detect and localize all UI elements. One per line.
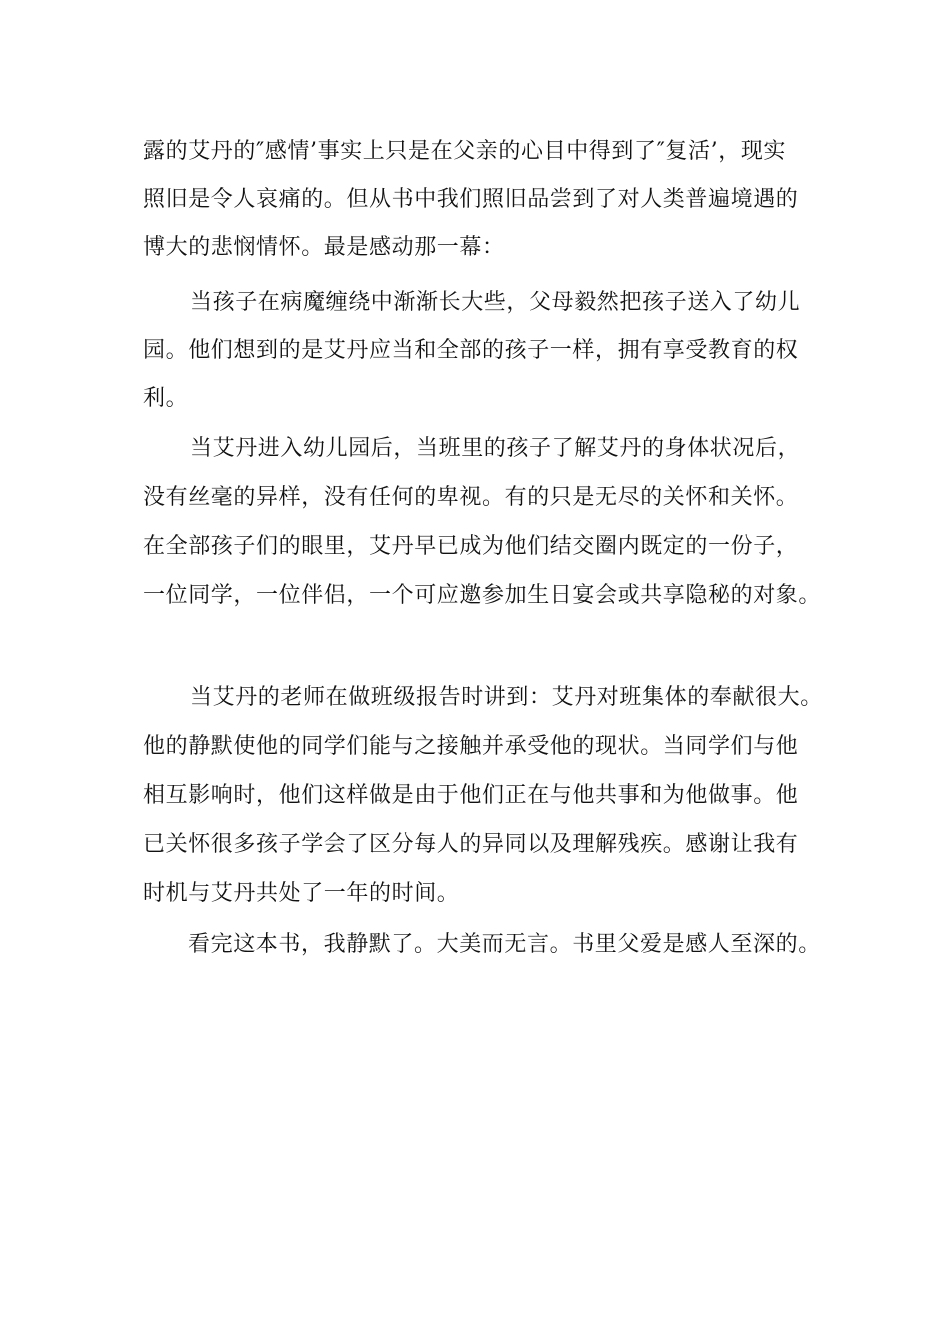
text-line: 在全部孩子们的眼里，艾丹早已成为他们结交圈内既定的一份子， — [143, 534, 799, 559]
text-line: 博大的悲悯情怀。最是感动那一幕： — [143, 235, 505, 260]
text-line: 看完这本书，我静默了。大美而无言。书里父爱是感人至深的。 — [188, 932, 821, 957]
text-line: 当孩子在病魔缠绕中渐渐长大些，父母毅然把孩子送入了幼儿 — [190, 290, 801, 315]
text-line: 园。他们想到的是艾丹应当和全部的孩子一样，拥有享受教育的权 — [143, 338, 799, 363]
text-line: 当艾丹进入幼儿园后，当班里的孩子了解艾丹的身体状况后， — [190, 436, 801, 461]
text-line: 他的静默使他的同学们能与之接触并承受他的现状。当同学们与他 — [143, 734, 799, 759]
text-line: 没有丝毫的异样，没有任何的卑视。有的只是无尽的关怀和关怀。 — [143, 485, 799, 510]
text-line: 利。 — [143, 386, 189, 411]
text-line: 当艾丹的老师在做班级报告时讲到：艾丹对班集体的奉献很大。 — [190, 685, 823, 710]
text-line: 已关怀很多孩子学会了区分每人的异同以及理解残疾。感谢让我有 — [143, 832, 799, 857]
text-line: 时机与艾丹共处了一年的时间。 — [143, 881, 460, 906]
text-line: 照旧是令人哀痛的。但从书中我们照旧品尝到了对人类普遍境遇的 — [143, 187, 799, 212]
text-line: 露的艾丹的″感情’事实上只是在父亲的心目中得到了″复活’，现实 — [143, 139, 787, 164]
text-line: 相互影响时，他们这样做是由于他们正在与他共事和为他做事。他 — [143, 783, 799, 808]
text-line: 一位同学，一位伴侣，一个可应邀参加生日宴会或共享隐秘的对象。 — [143, 583, 822, 608]
